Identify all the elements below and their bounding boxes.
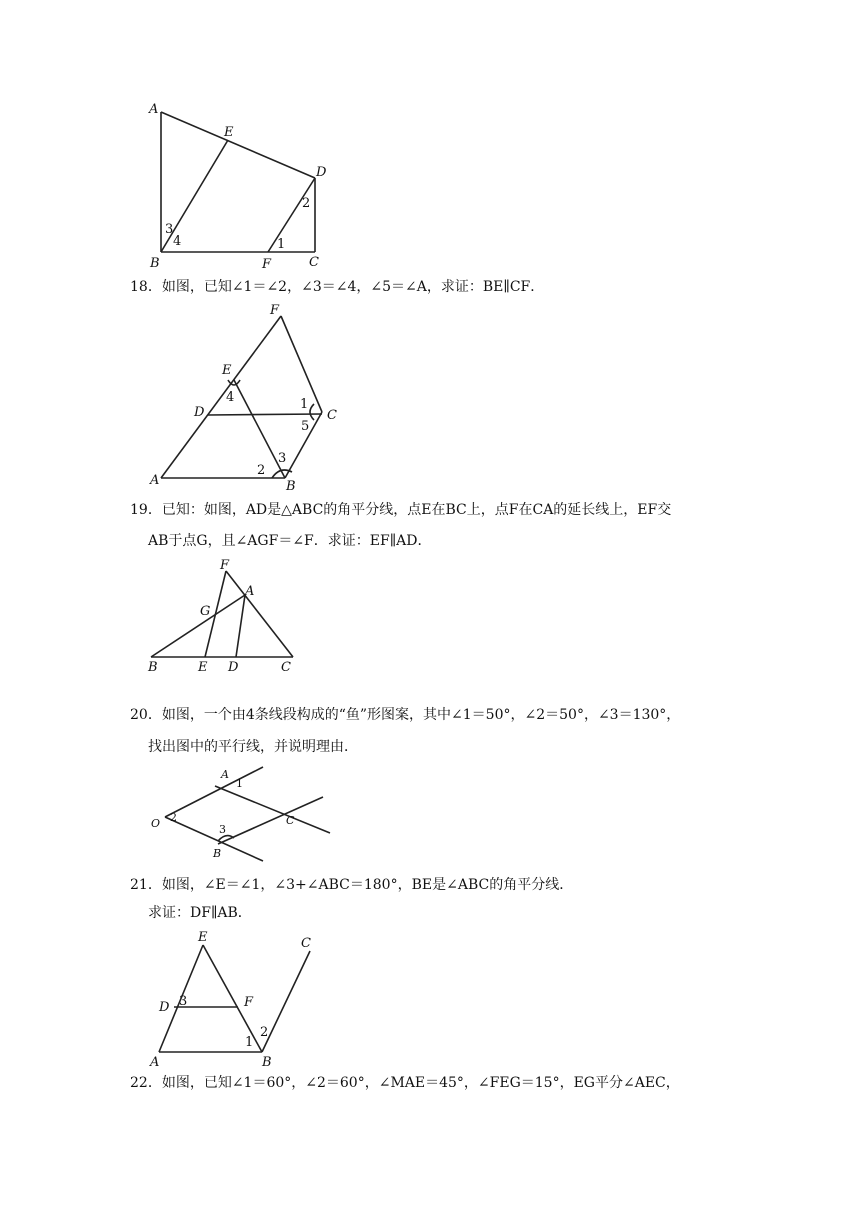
label-A: A [150,473,160,488]
angle-1-label: 1 [300,397,309,412]
label-E: E [198,660,208,675]
question-20-line1: 20．如图，一个由4条线段构成的“鱼”形图案，其中∠1＝50°，∠2＝50°，∠3＝130°， [130,707,681,723]
question-21-line1: 21．如图，∠E＝∠1，∠3+∠ABC＝180°，BE是∠ABC的角平分线． [130,877,574,893]
label-E: E [222,363,232,378]
angle-3-label: 3 [278,451,287,466]
label-E: E [198,930,208,945]
label-F: F [220,558,230,573]
figure-17 [0,0,860,280]
label-F: F [262,257,272,272]
label-A: A [149,102,159,117]
label-B: B [286,479,296,494]
label-C: C [286,814,295,827]
label-A: A [221,768,229,781]
label-A: A [245,584,255,599]
figure-18 [0,300,860,500]
question-19-line2: AB于点G，且∠AGF＝∠F．求证：EF∥AD． [148,533,432,549]
label-D: D [228,660,239,675]
angle-3-label: 3 [219,823,226,836]
angle-4-label: 4 [173,234,182,249]
label-B: B [150,256,160,271]
angle-3-label: 3 [165,222,174,237]
angle-1-label: 1 [277,237,286,252]
angle-1-label: 1 [245,1035,254,1050]
label-B: B [213,847,222,860]
question-22: 22．如图，已知∠1＝60°，∠2＝60°，∠MAE＝45°，∠FEG＝15°，EG平分∠AEC， [130,1075,680,1091]
label-F: F [270,303,280,318]
label-C: C [281,660,291,675]
label-D: D [194,405,205,420]
angle-5-label: 5 [301,419,310,434]
angle-2-label: 2 [260,1025,269,1040]
label-A: A [150,1055,160,1070]
label-D: D [316,165,327,180]
label-D: D [159,1000,170,1015]
figure-20 [0,760,860,870]
angle-2-label: 2 [257,463,266,478]
figure-19 [0,555,860,675]
label-G: G [200,604,211,619]
label-B: B [262,1055,272,1070]
angle-4-label: 4 [226,390,235,405]
question-21-line2: 求证：DF∥AB． [148,905,252,921]
question-19-line1: 19．已知：如图，AD是△ABC的角平分线，点E在BC上，点F在CA的延长线上，EF交 [130,502,672,518]
label-F: F [244,995,254,1010]
label-C: C [327,408,337,423]
question-20-line2: 找出图中的平行线，并说明理由． [148,739,358,755]
angle-2-label: 2 [170,811,177,824]
angle-3-label: 3 [179,994,188,1009]
angle-2-label: 2 [302,196,311,211]
question-18: 18．如图，已知∠1＝∠2，∠3＝∠4，∠5＝∠A，求证：BE∥CF． [130,279,545,295]
label-C: C [309,255,319,270]
angle-1-label: 1 [236,777,243,790]
label-E: E [224,125,234,140]
label-B: B [148,660,158,675]
label-C: C [301,936,311,951]
figure-21 [0,925,860,1075]
label-O: O [151,817,161,830]
